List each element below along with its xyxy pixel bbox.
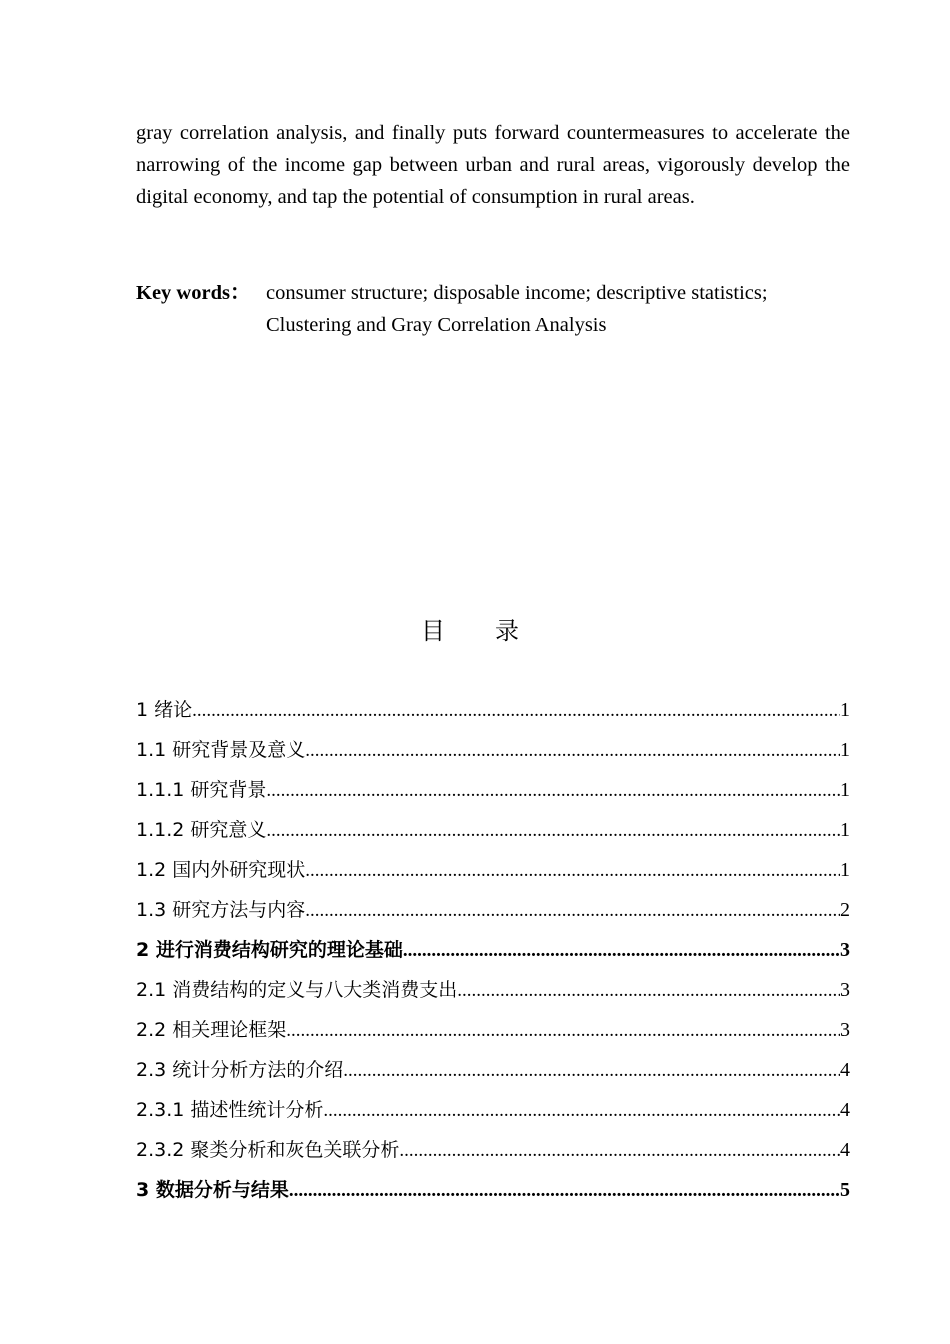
keywords-line-1: consumer structure; disposable income; descriptive statistics; bbox=[266, 282, 768, 304]
toc-dot-leader bbox=[399, 1131, 840, 1170]
toc-entry-label: 2.3.2 聚类分析和灰色关联分析 bbox=[136, 1139, 400, 1161]
toc-entry[interactable] bbox=[136, 1010, 850, 1050]
keywords-block bbox=[136, 277, 850, 341]
toc-entry[interactable] bbox=[136, 770, 850, 810]
toc-entry-label: 3 数据分析与结果 bbox=[136, 1179, 289, 1201]
toc-entry-label: 2.1 消费结构的定义与八大类消费支出 bbox=[136, 979, 458, 1001]
toc-entry-page: 1 bbox=[840, 739, 850, 761]
toc-dot-leader bbox=[305, 731, 840, 770]
toc-entry[interactable] bbox=[136, 1090, 850, 1130]
toc-dot-leader bbox=[305, 891, 840, 930]
toc-entry-label: 1.1 研究背景及意义 bbox=[136, 739, 306, 761]
toc-entry-label: 1.1.1 研究背景 bbox=[136, 779, 267, 801]
toc-entry-label: 1.3 研究方法与内容 bbox=[136, 899, 306, 921]
toc-dot-leader bbox=[403, 931, 840, 970]
keywords-list bbox=[266, 277, 850, 341]
toc-entry-label: 2.3 统计分析方法的介绍 bbox=[136, 1059, 344, 1081]
toc-entry[interactable] bbox=[136, 1050, 850, 1090]
toc-dot-leader bbox=[286, 1011, 840, 1050]
table-of-contents bbox=[136, 690, 850, 1210]
toc-entry-label: 2 进行消费结构研究的理论基础 bbox=[136, 939, 403, 961]
toc-entry-page: 4 bbox=[840, 1099, 850, 1121]
toc-entry-page: 4 bbox=[840, 1139, 850, 1161]
abstract-paragraph: gray correlation analysis, and finally puts forward countermeasures to accelerate the narrowing of the income gap between urban and rural areas, vigorously develop the digital economy, and tap the potential of consumption in rural areas. bbox=[136, 122, 850, 208]
keywords-line-2: Clustering and Gray Correlation Analysis bbox=[266, 314, 607, 336]
toc-dot-leader bbox=[266, 771, 840, 810]
toc-entry[interactable] bbox=[136, 1130, 850, 1170]
toc-entry-page: 4 bbox=[840, 1059, 850, 1081]
toc-chapter-entry[interactable] bbox=[136, 1170, 850, 1210]
toc-dot-leader bbox=[343, 1051, 840, 1090]
toc-entry-page: 3 bbox=[840, 939, 850, 961]
toc-entry-page: 2 bbox=[840, 899, 850, 921]
toc-dot-leader bbox=[305, 851, 840, 890]
toc-entry[interactable] bbox=[136, 850, 850, 890]
toc-entry-page: 3 bbox=[840, 1019, 850, 1041]
keywords-label: Key words： bbox=[136, 282, 251, 304]
toc-entry-label: 2.3.1 描述性统计分析 bbox=[136, 1099, 324, 1121]
toc-dot-leader bbox=[192, 691, 840, 730]
toc-dot-leader bbox=[457, 971, 840, 1010]
toc-entry-label: 1.2 国内外研究现状 bbox=[136, 859, 306, 881]
toc-entry-page: 1 bbox=[840, 859, 850, 881]
toc-entry-page: 3 bbox=[840, 979, 850, 1001]
toc-entry[interactable] bbox=[136, 690, 850, 730]
toc-dot-leader bbox=[289, 1171, 840, 1210]
toc-entry-page: 1 bbox=[840, 779, 850, 801]
toc-entry[interactable] bbox=[136, 730, 850, 770]
toc-entry[interactable] bbox=[136, 810, 850, 850]
toc-entry-label: 1.1.2 研究意义 bbox=[136, 819, 267, 841]
toc-entry[interactable] bbox=[136, 970, 850, 1010]
toc-entry-page: 1 bbox=[840, 699, 850, 721]
toc-entry-page: 1 bbox=[840, 819, 850, 841]
toc-dot-leader bbox=[323, 1091, 840, 1130]
toc-entry-label: 1 绪论 bbox=[136, 699, 193, 721]
toc-entry[interactable] bbox=[136, 890, 850, 930]
toc-dot-leader bbox=[266, 811, 840, 850]
toc-title: 目录 bbox=[421, 617, 569, 645]
toc-entry-label: 2.2 相关理论框架 bbox=[136, 1019, 287, 1041]
toc-chapter-entry[interactable] bbox=[136, 930, 850, 970]
toc-entry-page: 5 bbox=[840, 1179, 850, 1201]
